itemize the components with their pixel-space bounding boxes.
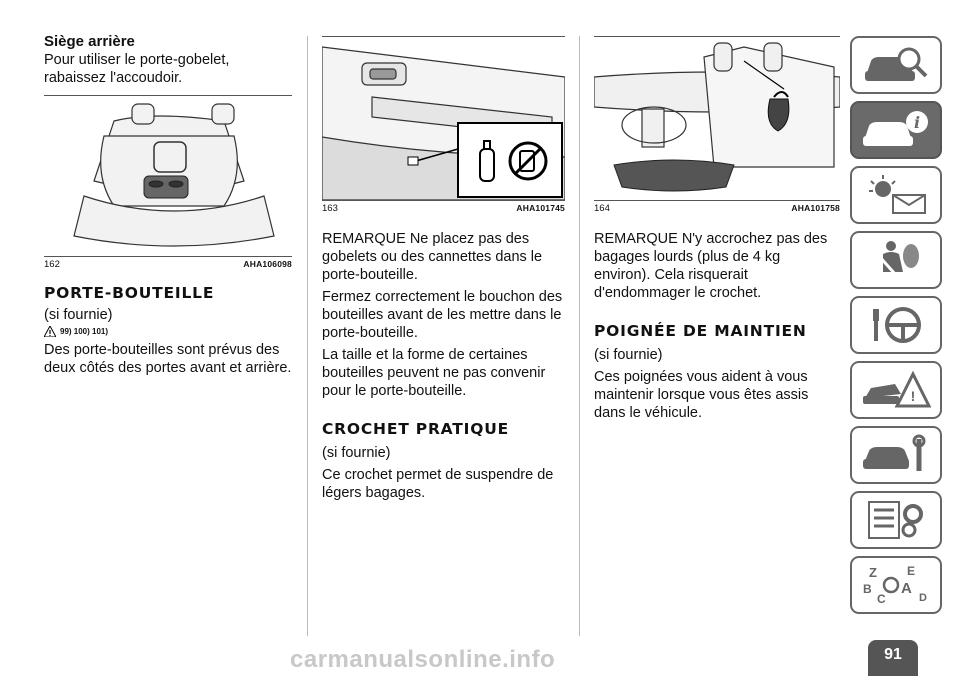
svg-text:C: C <box>877 592 886 606</box>
car-search-icon <box>861 43 931 87</box>
section-title: POIGNÉE DE MAINTIEN <box>594 322 807 340</box>
figure-caption <box>44 259 292 270</box>
column-1 <box>44 0 292 377</box>
warning-references <box>44 326 292 337</box>
svg-text:D: D <box>919 592 927 604</box>
airbag-seat-icon <box>861 238 931 282</box>
tab-index[interactable] <box>850 556 942 614</box>
figure-caption <box>594 203 840 214</box>
warning-light-mail-icon <box>861 173 931 217</box>
figure-number: 164 <box>594 203 610 214</box>
column-2 <box>322 0 565 502</box>
car-breakdown-warning-icon <box>861 368 931 412</box>
section-body: Des porte-bouteilles sont prévus des deux côtés des portes avant et arrière. <box>44 342 292 376</box>
warning-triangle-icon <box>44 326 56 337</box>
column-divider <box>307 36 308 636</box>
specs-gear-icon <box>861 498 931 542</box>
chapter-tabs <box>850 36 942 621</box>
figure-number: 162 <box>44 259 60 270</box>
figure-code: AHA101745 <box>516 203 565 213</box>
rear-seat-figure <box>44 95 292 257</box>
remark-paragraph: REMARQUE N'y accrochez pas des bagages lourds (plus de 4 kg environ). Cela risquerait d'endommager le crochet. <box>594 231 828 301</box>
figure-code: AHA101758 <box>791 203 840 213</box>
column-3 <box>594 0 840 422</box>
rear-seat-illustration <box>44 96 292 256</box>
column-divider <box>579 36 580 636</box>
remark-paragraph: REMARQUE Ne placez pas des gobelets ou des cannettes dans le porte-bouteille. <box>322 231 543 283</box>
optional-note: (si fournie) <box>322 445 391 461</box>
optional-note: (si fournie) <box>594 347 663 363</box>
tab-emergency[interactable] <box>850 361 942 419</box>
warning-refs-text: 99) 100) 101) <box>60 327 109 336</box>
tab-specifications[interactable] <box>850 491 942 549</box>
figure-code: AHA106098 <box>243 259 292 269</box>
paragraph-size: La taille et la forme de certaines bouteilles peuvent ne pas convenir pour le porte-bouteille. <box>322 347 546 399</box>
svg-text:i: i <box>913 113 921 132</box>
section-title: PORTE-BOUTEILLE <box>44 284 215 302</box>
tab-maintenance[interactable] <box>850 426 942 484</box>
hook-figure <box>594 36 840 201</box>
alphabet-index-icon <box>861 563 931 607</box>
intro-text: Pour utiliser le porte-gobelet, rabaissez l'accoudoir. <box>44 52 230 86</box>
car-wrench-icon <box>861 433 931 477</box>
section-body: Ce crochet permet de suspendre de légers bagages. <box>322 467 554 501</box>
svg-text:E: E <box>907 564 916 578</box>
svg-text:A: A <box>901 580 912 597</box>
watermark-text: carmanualsonline.info <box>290 646 556 673</box>
svg-text:!: ! <box>910 388 916 404</box>
paragraph-cap: Fermez correctement le bouchon des bouteilles avant de les mettre dans le porte-bouteille. <box>322 289 563 341</box>
tab-warning-lights[interactable] <box>850 166 942 224</box>
door-bottle-holder-figure <box>322 36 565 201</box>
svg-text:B: B <box>863 582 872 596</box>
tab-car-info[interactable] <box>850 101 942 159</box>
tab-safety[interactable] <box>850 231 942 289</box>
section-title: CROCHET PRATIQUE <box>322 420 509 438</box>
svg-text:Z: Z <box>869 565 877 580</box>
car-info-icon <box>861 108 931 152</box>
page-number: 91 <box>868 640 918 676</box>
subsection-heading: Siège arrière <box>44 33 135 50</box>
key-steering-wheel-icon <box>861 303 931 347</box>
optional-note: (si fournie) <box>44 307 113 323</box>
door-bottle-holder-illustration <box>322 37 565 200</box>
tab-driving[interactable] <box>850 296 942 354</box>
hook-illustration <box>594 37 840 200</box>
figure-caption <box>322 203 565 214</box>
section-body: Ces poignées vous aident à vous maintenir lorsque vous êtes assis dans le véhicule. <box>594 369 809 421</box>
figure-number: 163 <box>322 203 338 214</box>
tab-car-search[interactable] <box>850 36 942 94</box>
